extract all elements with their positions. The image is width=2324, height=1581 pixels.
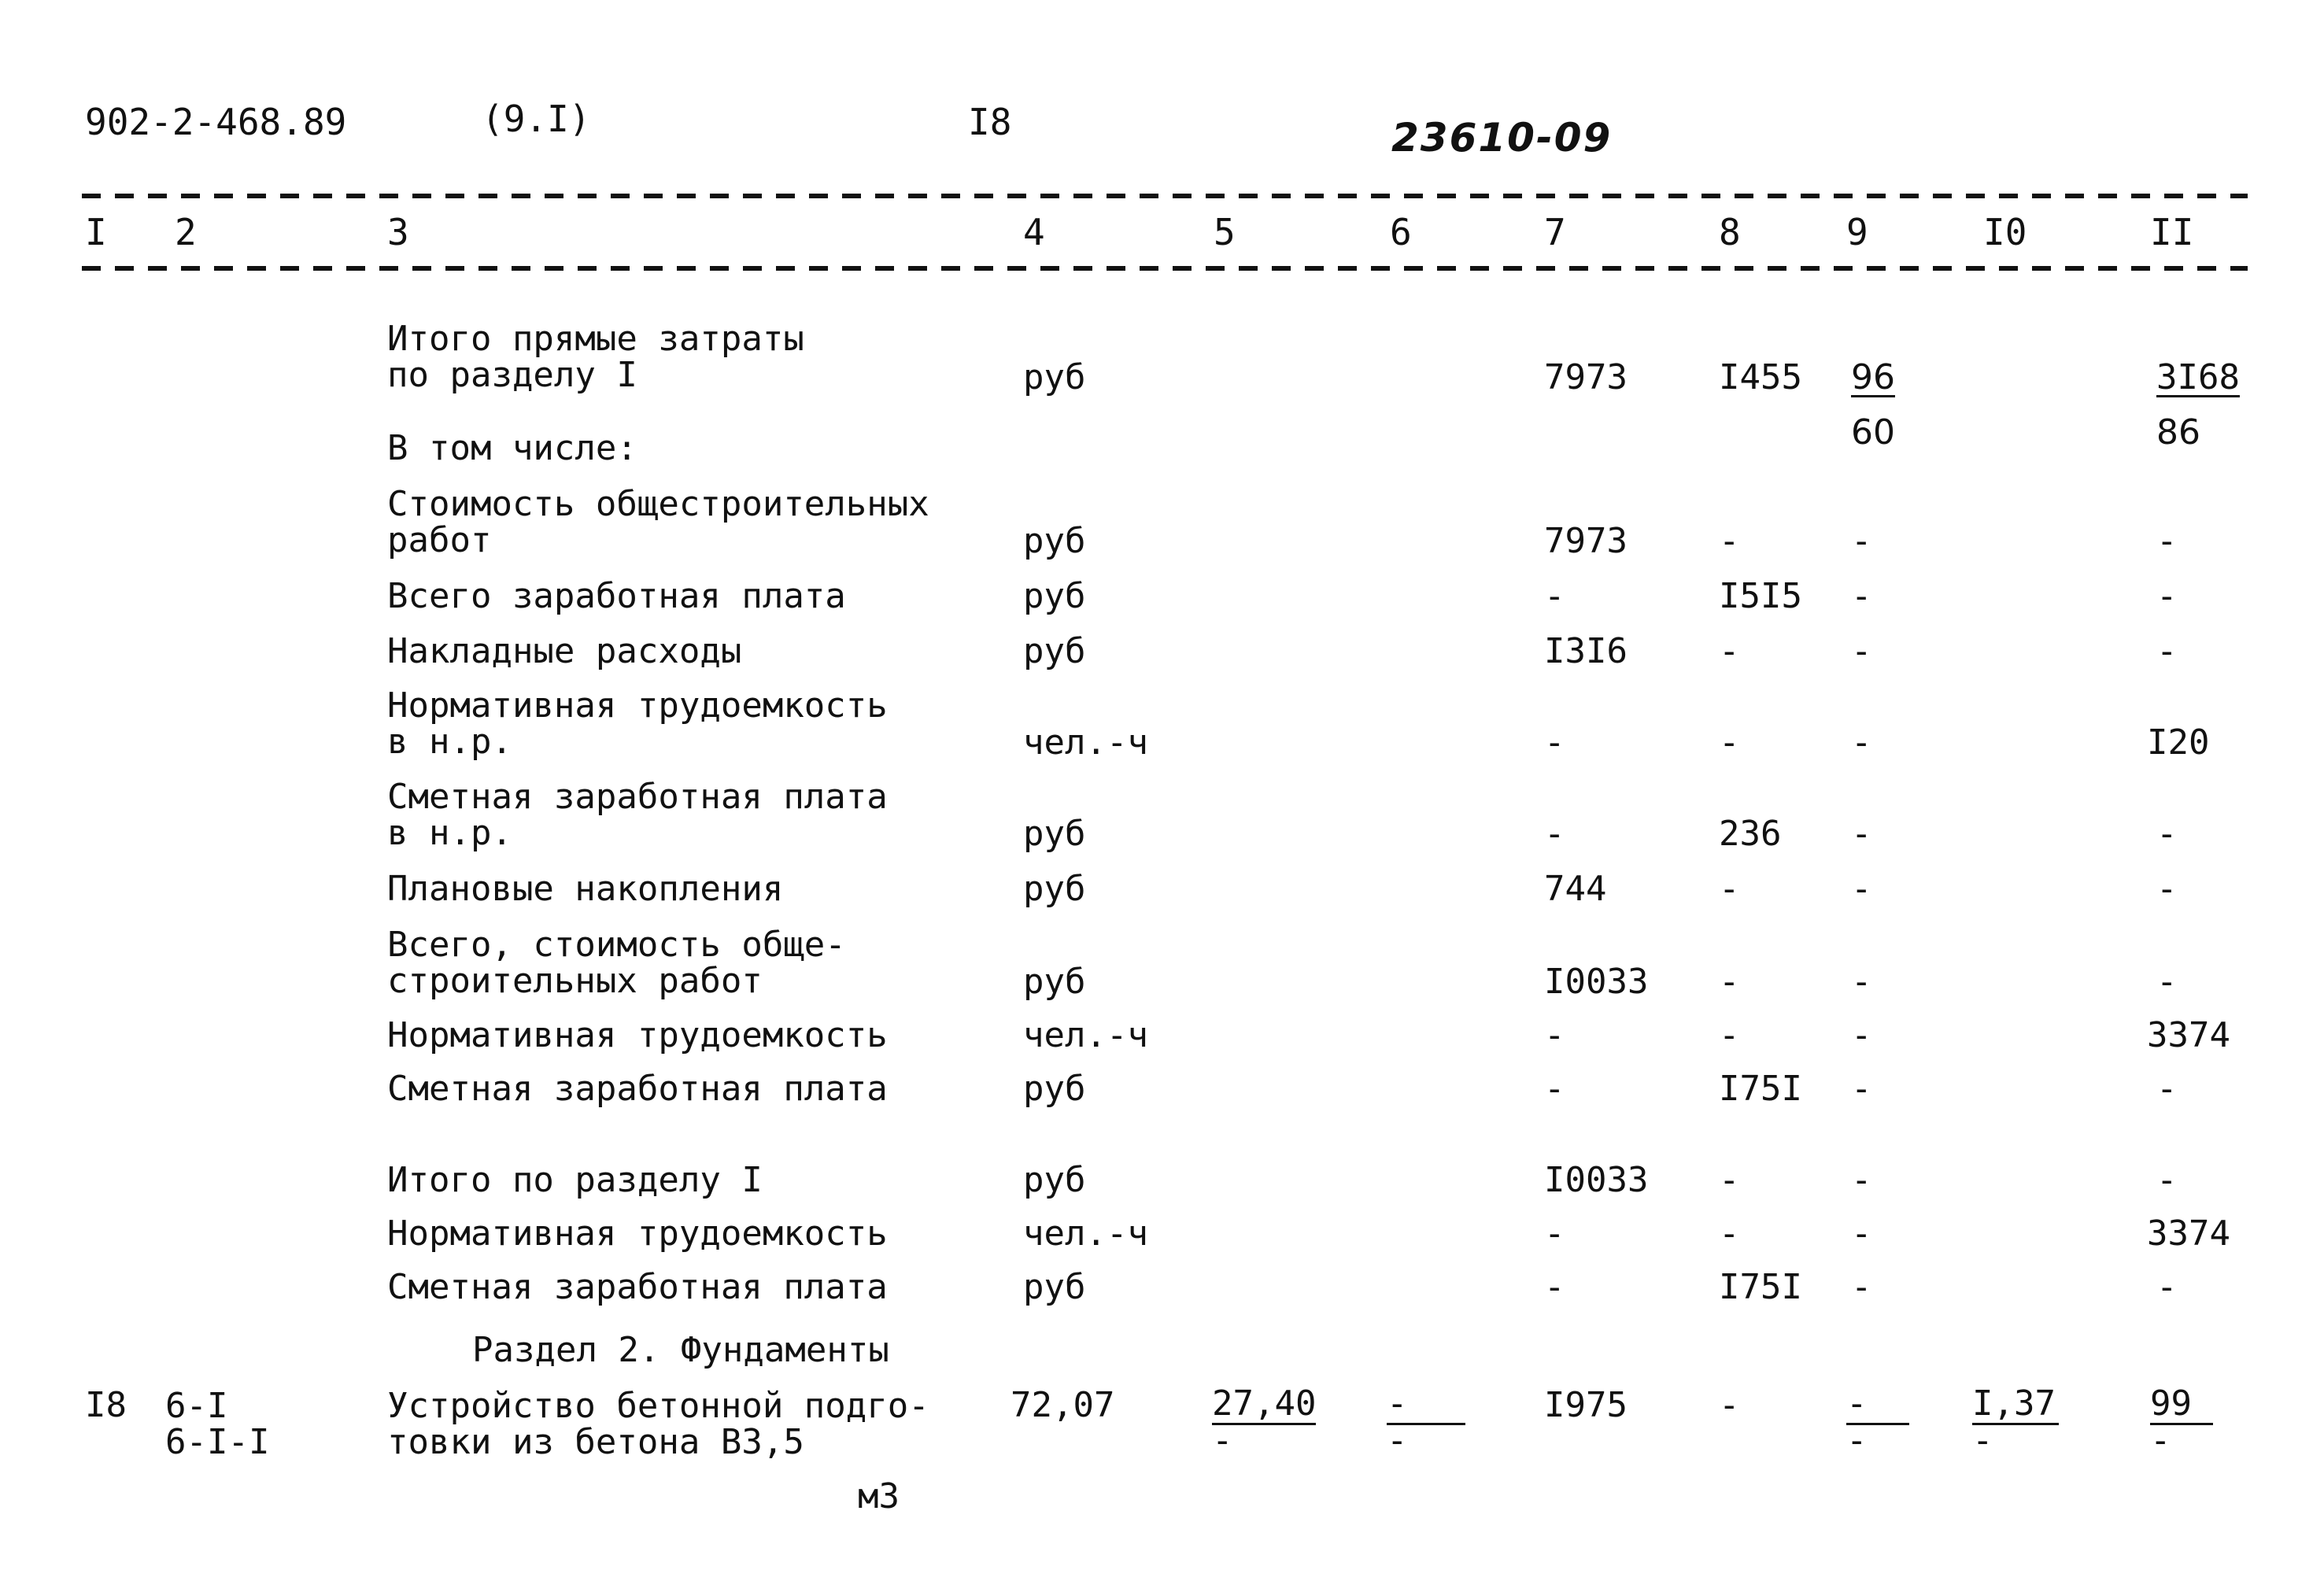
cell-col11 [2150, 1383, 2213, 1461]
row-label: Нормативная трудоемкость [387, 1015, 888, 1055]
cell-col7: 744 [1544, 869, 1607, 909]
cell-col11: - [2156, 814, 2178, 854]
column-header: 3 [387, 211, 409, 253]
column-header: 2 [175, 211, 197, 253]
item-code: 6-I-I [165, 1422, 270, 1462]
row-unit: руб [1023, 576, 1086, 616]
cell-col7: - [1544, 1069, 1565, 1109]
row-label-line: работ [387, 520, 492, 560]
row-label: Итого по разделу I [387, 1160, 763, 1200]
column-header: 7 [1544, 211, 1566, 253]
fraction-top: - [1387, 1388, 1465, 1425]
row-label-line: Всего, стоимость обще- [387, 925, 846, 965]
cell-col8: - [1719, 1015, 1740, 1055]
row-label [387, 927, 846, 999]
row-unit: руб [1023, 1267, 1086, 1307]
row-label: Сметная заработная плата [387, 1267, 888, 1307]
cell-col9: - [1851, 869, 1872, 909]
row-unit: чел.-ч [1023, 1213, 1148, 1254]
row-unit: руб [1023, 1069, 1086, 1109]
fraction-bottom: - [1212, 1420, 1233, 1461]
fraction-top: 27,40 [1212, 1383, 1317, 1424]
cell-col7: 7973 [1544, 521, 1628, 561]
cell-col9: - [1851, 1213, 1872, 1254]
item-number: I8 [85, 1385, 127, 1425]
section-code: (9.I) [482, 98, 591, 140]
cell-col7: - [1544, 576, 1565, 616]
column-header: I [85, 211, 107, 253]
cell-col9: - [1851, 722, 1872, 763]
cell-col7: 7973 [1544, 357, 1628, 397]
row-label [387, 779, 888, 851]
cell-col9: - [1851, 576, 1872, 616]
column-header: I0 [1983, 211, 2027, 253]
cell-col8: - [1719, 1213, 1740, 1254]
cell-col9: - [1851, 1160, 1872, 1200]
row-unit: руб [1023, 814, 1086, 854]
item-codes [165, 1388, 269, 1461]
fraction-bottom: - [1846, 1420, 1868, 1461]
cell-col8: I455 [1719, 357, 1802, 397]
cell-col7: - [1544, 1267, 1565, 1307]
cell-col8: I5I5 [1719, 576, 1802, 616]
row-label-line: Стоимость общестроительных [387, 484, 929, 524]
row-label-line: в н.р. [387, 813, 512, 853]
header-bottom-rule [82, 266, 2248, 271]
row-label: В том числе: [387, 428, 637, 468]
row-label [387, 685, 888, 762]
cell-col10 [1972, 1383, 2059, 1461]
cell-col8: - [1719, 962, 1740, 1002]
row-label: Всего заработная плата [387, 576, 846, 616]
item-code: 6-I [165, 1386, 228, 1426]
cell-col7: - [1544, 1213, 1565, 1254]
item-unit: м3 [858, 1476, 900, 1516]
row-unit: руб [1023, 521, 1086, 561]
row-label: Нормативная трудоемкость [387, 1213, 888, 1254]
row-label-line: Сметная заработная плата [387, 777, 888, 817]
cell-col7: - [1544, 814, 1565, 854]
document-code: 902-2-468.89 [85, 101, 347, 143]
cell-col11: I20 [2147, 722, 2210, 763]
cell-col11: - [2156, 962, 2178, 1002]
cell-col9: - [1851, 1015, 1872, 1055]
row-label [387, 1388, 929, 1461]
fraction-top: I,37 [1972, 1388, 2059, 1425]
cell-col9: 60 [1851, 412, 1895, 453]
cell-col11: - [2156, 576, 2178, 616]
cell-col11: - [2156, 1069, 2178, 1109]
cell-col8: - [1719, 1160, 1740, 1200]
cell-col8: - [1719, 521, 1740, 561]
cell-col11: - [2156, 631, 2178, 671]
cell-col9: - [1851, 962, 1872, 1002]
cell-col11: - [2156, 521, 2178, 561]
column-header: 5 [1214, 211, 1236, 253]
cell-col11: 3374 [2147, 1213, 2230, 1254]
cell-col7: I0033 [1544, 962, 1649, 1002]
row-unit: чел.-ч [1023, 722, 1148, 763]
cell-col7: - [1544, 1015, 1565, 1055]
cell-col9: - [1851, 1069, 1872, 1109]
row-unit: руб [1023, 962, 1086, 1002]
header-top-rule [82, 194, 2248, 198]
row-label: Сметная заработная плата [387, 1069, 888, 1109]
row-label-line: в н.р. [387, 722, 512, 762]
fraction-bottom: - [2150, 1420, 2171, 1461]
cell-col9: - [1851, 814, 1872, 854]
cell-col7: - [1544, 722, 1565, 763]
cell-col9: - [1851, 1267, 1872, 1307]
row-unit: чел.-ч [1023, 1015, 1148, 1055]
page-number: I8 [968, 101, 1012, 143]
cell-col11: - [2156, 869, 2178, 909]
row-label-line: Итого прямые затраты [387, 319, 804, 359]
fraction-top: - [1846, 1388, 1909, 1425]
row-label-line: товки из бетона В3,5 [387, 1422, 804, 1462]
cell-col4: 72,07 [1011, 1385, 1115, 1425]
row-unit: руб [1023, 1160, 1086, 1200]
row-unit: руб [1023, 631, 1086, 671]
section-heading: Раздел 2. Фундаменты [472, 1330, 889, 1370]
cell-col8: 236 [1719, 814, 1782, 854]
row-label: Плановые накопления [387, 869, 784, 909]
row-label-line: по разделу I [387, 355, 637, 395]
column-header: 4 [1023, 211, 1045, 253]
cell-col11: 3374 [2147, 1015, 2230, 1055]
column-header: II [2150, 211, 2194, 253]
fraction-bottom: - [1972, 1420, 1993, 1461]
column-header: 9 [1846, 211, 1868, 253]
cell-col7: I975 [1544, 1385, 1628, 1425]
cell-col7: I3I6 [1544, 631, 1628, 671]
cell-col11: - [2156, 1267, 2178, 1307]
row-label-line: Нормативная трудоемкость [387, 685, 888, 726]
column-header: 6 [1390, 211, 1412, 253]
row-label [387, 486, 929, 559]
cell-col9: 96 [1851, 357, 1895, 397]
row-label-line: строительных работ [387, 961, 763, 1001]
cell-col11: - [2156, 1160, 2178, 1200]
row-label: Накладные расходы [387, 631, 742, 671]
row-unit: руб [1023, 357, 1086, 397]
cell-col9: - [1851, 521, 1872, 561]
archive-stamp: 23610-09 [1391, 115, 1613, 161]
cell-col9: - [1851, 631, 1872, 671]
cell-col7: I0033 [1544, 1160, 1649, 1200]
cell-col11: 86 [2156, 412, 2200, 453]
cell-col8: I75I [1719, 1267, 1802, 1307]
cell-col8: I75I [1719, 1069, 1802, 1109]
column-header: 8 [1719, 211, 1741, 253]
cell-col8: - [1719, 722, 1740, 763]
cell-col11: 3I68 [2156, 357, 2240, 397]
fraction-bottom: - [1387, 1420, 1408, 1461]
cell-col6 [1387, 1383, 1465, 1461]
cell-col5 [1212, 1383, 1317, 1461]
row-label [387, 321, 804, 393]
fraction-top: 99 [2150, 1388, 2213, 1425]
row-label-line: Устройство бетонной подго- [387, 1386, 929, 1426]
cell-col8: - [1719, 631, 1740, 671]
row-unit: руб [1023, 869, 1086, 909]
cell-col8: - [1719, 869, 1740, 909]
cell-col8: - [1719, 1385, 1740, 1425]
cell-col9 [1846, 1383, 1909, 1461]
